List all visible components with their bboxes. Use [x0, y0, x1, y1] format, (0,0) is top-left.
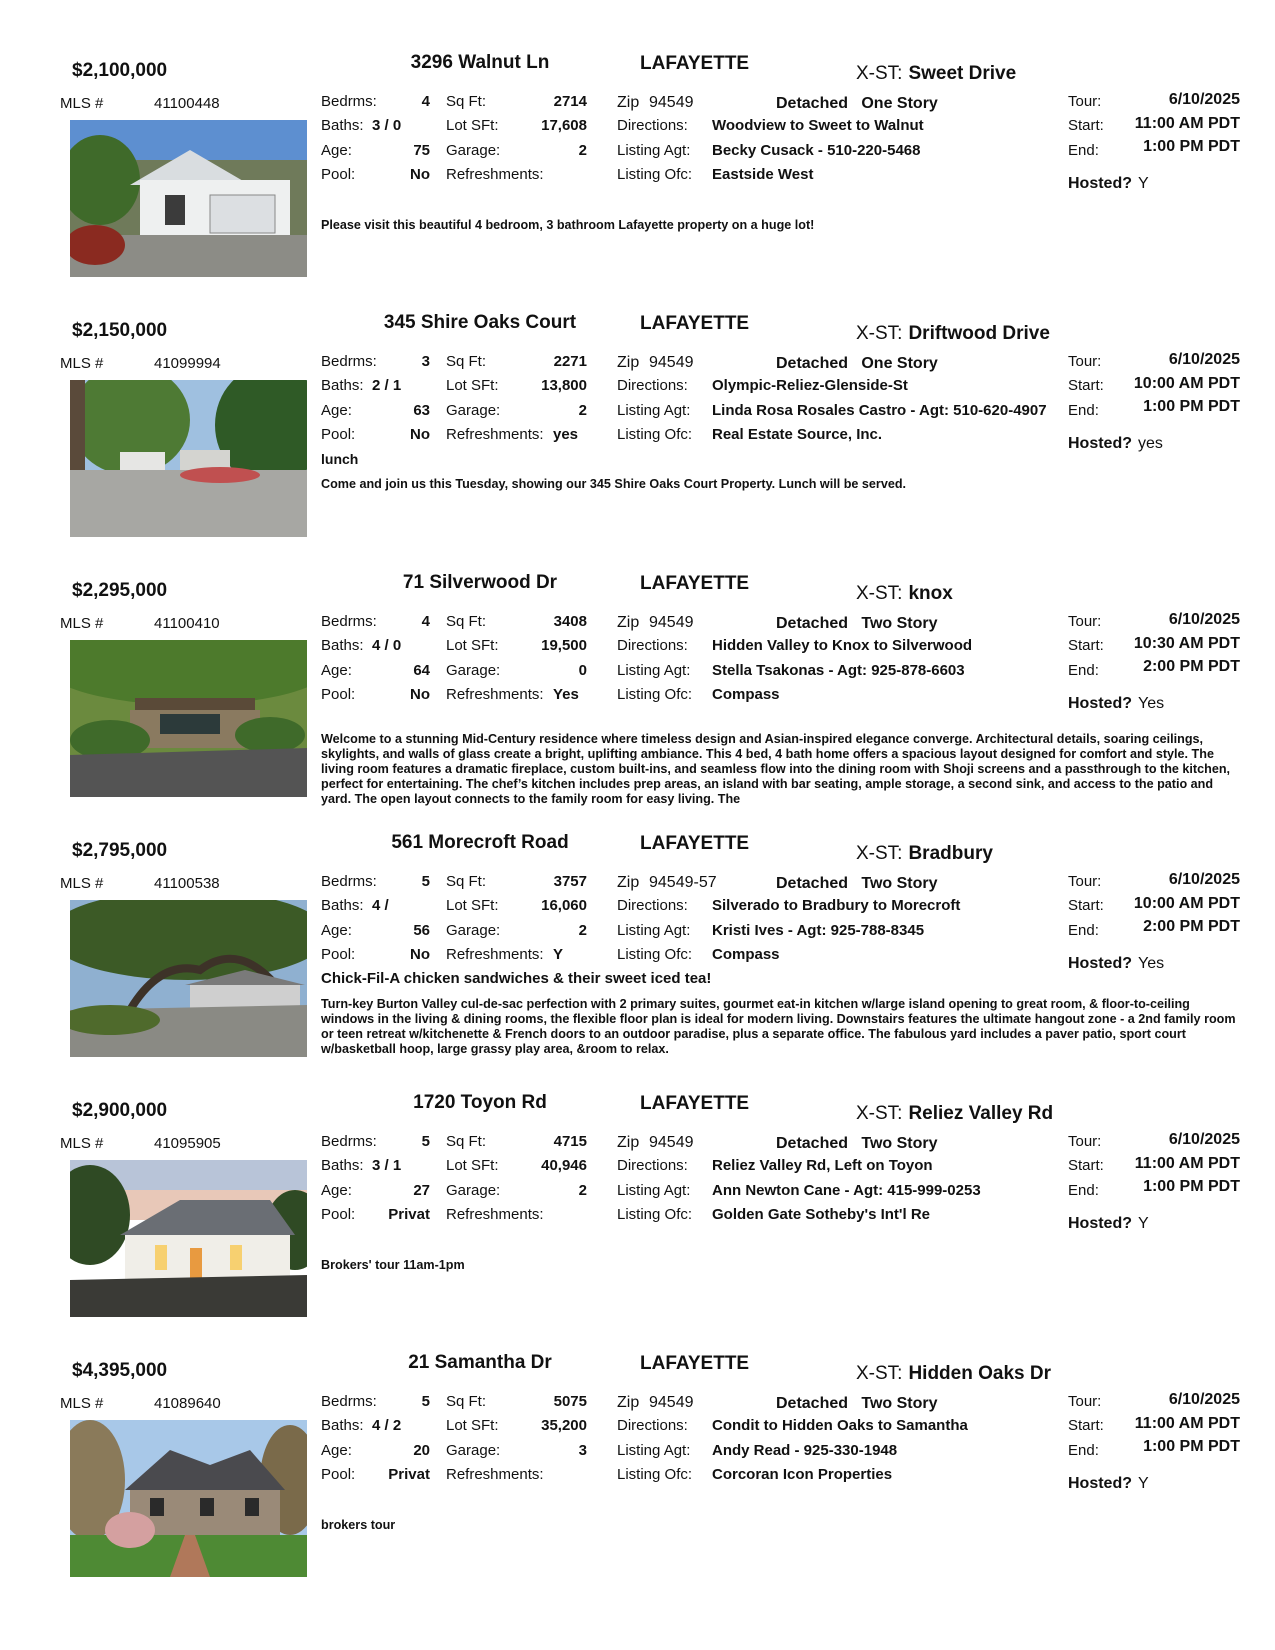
age-label: Age: [321, 142, 352, 159]
pool-label: Pool: [321, 166, 356, 183]
directions-label: Directions: [617, 117, 688, 134]
bedrooms-label: Bedrms: [321, 873, 377, 890]
hosted [1068, 1215, 1149, 1233]
baths-label: Baths: [321, 377, 364, 394]
sqft-label: Sq Ft: [446, 1393, 487, 1410]
zip-label: Zip [617, 1134, 640, 1151]
garage-value: 3 [578, 1442, 587, 1459]
mls-label: MLS # [60, 615, 104, 632]
listing-card [0, 50, 1275, 300]
listing-address: 3296 Walnut Ln [410, 52, 550, 73]
pool-label: Pool: [321, 426, 356, 443]
end-time: 2:00 PM PDT [1143, 658, 1240, 675]
property-photo [70, 380, 307, 537]
lot-sqft-value: 40,946 [541, 1157, 587, 1174]
listing-agent-value: Kristi Ives - Agt: 925-788-8345 [712, 922, 925, 939]
listing-card [0, 1350, 1275, 1600]
cross-street-label: X-ST: [856, 1363, 903, 1384]
hosted-value: yes [1138, 435, 1163, 452]
mls-number: 41100410 [154, 615, 220, 632]
listing-office-label: Listing Ofc: [617, 1206, 693, 1223]
zip-value: 94549 [649, 614, 694, 631]
hosted-label: Hosted? [1068, 695, 1132, 712]
listing-remarks: brokers tour [321, 1518, 396, 1532]
tour-date: 6/10/2025 [1168, 611, 1240, 628]
pool-value: No [410, 426, 430, 443]
age-label: Age: [321, 402, 352, 419]
age-value: 56 [413, 922, 430, 939]
zip-value: 94549 [649, 94, 694, 111]
cross-street [856, 63, 1016, 85]
sqft-value: 5075 [553, 1393, 587, 1410]
listing-agent-value: Linda Rosa Rosales Castro - Agt: 510-620-4907 [712, 402, 1047, 419]
refreshments-label: Refreshments: [446, 1206, 544, 1223]
mls-number: 41100448 [154, 95, 220, 112]
zip-label: Zip [617, 614, 640, 631]
age-value: 27 [413, 1182, 430, 1199]
mls-label: MLS # [60, 1395, 104, 1412]
cross-street-label: X-ST: [856, 843, 903, 864]
bedrooms-label: Bedrms: [321, 353, 377, 370]
hosted [1068, 695, 1164, 713]
baths-label: Baths: [321, 637, 364, 654]
listing-agent-label: Listing Agt: [617, 1182, 691, 1199]
listing-agent-label: Listing Agt: [617, 142, 691, 159]
tour-label: Tour: [1068, 353, 1102, 370]
sqft-value: 3757 [553, 873, 587, 890]
cross-street [856, 1103, 1053, 1125]
listing-agent-label: Listing Agt: [617, 402, 691, 419]
bedrooms-value: 4 [421, 613, 430, 630]
bedrooms-value: 4 [421, 93, 430, 110]
listing-price: $4,395,000 [72, 1360, 168, 1381]
start-time: 11:00 AM PDT [1134, 1155, 1240, 1172]
lot-sqft-label: Lot SFt: [446, 377, 499, 394]
baths-label: Baths: [321, 117, 364, 134]
cross-street [856, 323, 1050, 345]
cross-street-value: knox [908, 583, 953, 604]
property-photo [70, 1160, 307, 1317]
listing-agent-label: Listing Agt: [617, 922, 691, 939]
baths-value: 3 / 1 [372, 1157, 402, 1174]
end-label: End: [1068, 922, 1099, 939]
sqft-value: 2714 [553, 93, 587, 110]
baths-value: 4 / 2 [372, 1417, 402, 1434]
listing-office-label: Listing Ofc: [617, 946, 693, 963]
listing-office-label: Listing Ofc: [617, 1466, 693, 1483]
end-label: End: [1068, 1442, 1099, 1459]
pool-value: No [410, 166, 430, 183]
refreshments-label: Refreshments: [446, 946, 544, 963]
end-time: 1:00 PM PDT [1143, 138, 1240, 155]
lot-sqft-value: 19,500 [541, 637, 587, 654]
bedrooms-label: Bedrms: [321, 93, 377, 110]
end-time: 2:00 PM PDT [1143, 918, 1240, 935]
lot-sqft-label: Lot SFt: [446, 637, 499, 654]
garage-label: Garage: [446, 402, 501, 419]
listing-city: LAFAYETTE [640, 833, 750, 854]
end-label: End: [1068, 142, 1099, 159]
listing-city: LAFAYETTE [640, 53, 750, 74]
refreshments-value: Yes [553, 686, 579, 703]
tour-date: 6/10/2025 [1168, 91, 1240, 108]
age-value: 20 [413, 1442, 430, 1459]
property-photo [70, 900, 307, 1057]
garage-label: Garage: [446, 142, 501, 159]
cross-street-label: X-ST: [856, 583, 903, 604]
lot-sqft-value: 35,200 [541, 1417, 587, 1434]
sqft-label: Sq Ft: [446, 873, 487, 890]
start-time: 10:00 AM PDT [1133, 895, 1240, 912]
refreshments-label: Refreshments: [446, 686, 544, 703]
mls-number: 41100538 [154, 875, 220, 892]
listing-card [0, 1090, 1275, 1340]
listing-address: 345 Shire Oaks Court [383, 312, 577, 333]
directions-value: Olympic-Reliez-Glenside-St [712, 377, 908, 394]
directions-label: Directions: [617, 897, 688, 914]
age-label: Age: [321, 922, 352, 939]
listing-price: $2,100,000 [72, 60, 168, 81]
lot-sqft-label: Lot SFt: [446, 1417, 499, 1434]
start-time: 11:00 AM PDT [1134, 115, 1240, 132]
zip-label: Zip [617, 1394, 640, 1411]
cross-street-label: X-ST: [856, 63, 903, 84]
mls-number: 41089640 [154, 1395, 221, 1412]
tour-label: Tour: [1068, 93, 1102, 110]
bedrooms-label: Bedrms: [321, 1133, 377, 1150]
pool-value: Privat [388, 1466, 430, 1483]
listing-price: $2,150,000 [72, 320, 168, 341]
listing-agent-value: Becky Cusack - 510-220-5468 [712, 142, 921, 159]
garage-label: Garage: [446, 662, 501, 679]
listing-card [0, 570, 1275, 820]
mls-label: MLS # [60, 95, 104, 112]
property-type: Detached One Story [776, 95, 938, 112]
lot-sqft-label: Lot SFt: [446, 117, 499, 134]
cross-street [856, 583, 953, 605]
listing-office-label: Listing Ofc: [617, 426, 693, 443]
baths-label: Baths: [321, 1157, 364, 1174]
listing-price: $2,795,000 [72, 840, 168, 861]
hosted-value: Y [1138, 1215, 1149, 1232]
cross-street-value: Reliez Valley Rd [908, 1103, 1054, 1124]
mls-label: MLS # [60, 875, 104, 892]
garage-value: 2 [578, 922, 587, 939]
zip-value: 94549 [649, 1394, 694, 1411]
cross-street-label: X-ST: [856, 323, 903, 344]
listing-office-label: Listing Ofc: [617, 166, 693, 183]
listing-agent-label: Listing Agt: [617, 662, 691, 679]
hosted-label: Hosted? [1068, 1215, 1132, 1232]
end-label: End: [1068, 1182, 1099, 1199]
garage-label: Garage: [446, 1442, 501, 1459]
hosted [1068, 1475, 1149, 1493]
garage-value: 0 [578, 662, 587, 679]
listing-address: 1720 Toyon Rd [413, 1092, 547, 1113]
listing-city: LAFAYETTE [640, 1093, 750, 1114]
mls-number: 41099994 [154, 355, 221, 372]
listing-office-value: Golden Gate Sotheby's Int'l Re [712, 1206, 930, 1223]
property-photo [70, 1420, 307, 1577]
sqft-value: 2271 [553, 353, 587, 370]
lot-sqft-value: 17,608 [541, 117, 587, 134]
baths-value: 4 / 0 [372, 637, 402, 654]
tour-label: Tour: [1068, 873, 1102, 890]
refreshments-note: Chick-Fil-A chicken sandwiches & their sweet iced tea! [321, 970, 712, 987]
age-label: Age: [321, 662, 352, 679]
bedrooms-value: 5 [421, 1393, 430, 1410]
listing-city: LAFAYETTE [640, 1353, 750, 1374]
tour-date: 6/10/2025 [1168, 1131, 1240, 1148]
start-time: 11:00 AM PDT [1134, 1415, 1240, 1432]
listing-remarks: Please visit this beautiful 4 bedroom, 3 bathroom Lafayette property on a huge lot! [321, 218, 815, 232]
directions-value: Hidden Valley to Knox to Silverwood [712, 637, 973, 654]
cross-street [856, 843, 993, 865]
property-type: Detached Two Story [776, 1395, 938, 1412]
age-label: Age: [321, 1442, 352, 1459]
tour-label: Tour: [1068, 1133, 1102, 1150]
zip-label: Zip [617, 94, 640, 111]
refreshments-label: Refreshments: [446, 1466, 544, 1483]
property-photo [70, 120, 307, 277]
garage-value: 2 [578, 142, 587, 159]
sqft-label: Sq Ft: [446, 353, 487, 370]
directions-label: Directions: [617, 637, 688, 654]
listing-remarks: Come and join us this Tuesday, showing our 345 Shire Oaks Court Property. Lunch will be served. [321, 477, 907, 491]
refreshments-value: yes [553, 426, 579, 443]
mls-label: MLS # [60, 355, 104, 372]
garage-value: 2 [578, 402, 587, 419]
age-value: 64 [413, 662, 430, 679]
hosted-value: Yes [1138, 955, 1165, 972]
sqft-value: 4715 [553, 1133, 587, 1150]
hosted-value: Yes [1138, 695, 1165, 712]
tour-date: 6/10/2025 [1168, 351, 1240, 368]
lot-sqft-value: 16,060 [541, 897, 587, 914]
bedrooms-value: 3 [421, 353, 430, 370]
directions-label: Directions: [617, 1417, 688, 1434]
baths-label: Baths: [321, 1417, 364, 1434]
end-label: End: [1068, 402, 1099, 419]
pool-value: No [410, 946, 430, 963]
property-type: Detached Two Story [776, 615, 938, 632]
hosted [1068, 175, 1149, 193]
listing-agent-label: Listing Agt: [617, 1442, 691, 1459]
hosted-value: Y [1138, 1475, 1149, 1492]
listing-address: 71 Silverwood Dr [402, 572, 558, 593]
cross-street-label: X-ST: [856, 1103, 903, 1124]
listing-office-value: Corcoran Icon Properties [712, 1466, 893, 1483]
directions-label: Directions: [617, 1157, 688, 1174]
directions-label: Directions: [617, 377, 688, 394]
start-time: 10:00 AM PDT [1133, 375, 1240, 392]
listing-office-value: Compass [712, 686, 780, 703]
bedrooms-label: Bedrms: [321, 1393, 377, 1410]
tour-label: Tour: [1068, 613, 1102, 630]
age-value: 63 [413, 402, 430, 419]
baths-label: Baths: [321, 897, 364, 914]
start-time: 10:30 AM PDT [1133, 635, 1240, 652]
end-time: 1:00 PM PDT [1143, 398, 1240, 415]
directions-value: Reliez Valley Rd, Left on Toyon [712, 1157, 933, 1174]
hosted-label: Hosted? [1068, 1475, 1132, 1492]
refreshments-label: Refreshments: [446, 166, 544, 183]
start-label: Start: [1068, 1417, 1104, 1434]
listing-office-value: Real Estate Source, Inc. [712, 426, 883, 443]
tour-date: 6/10/2025 [1168, 871, 1240, 888]
listing-city: LAFAYETTE [640, 573, 750, 594]
directions-value: Silverado to Bradbury to Morecroft [712, 897, 961, 914]
baths-value: 2 / 1 [372, 377, 402, 394]
property-type: Detached One Story [776, 355, 938, 372]
zip-label: Zip [617, 354, 640, 371]
property-photo [70, 640, 307, 797]
garage-label: Garage: [446, 922, 501, 939]
garage-value: 2 [578, 1182, 587, 1199]
listing-remarks: Welcome to a stunning Mid-Century residence where timeless design and Asian-inspired elegance converge. Architectural details, soaring ceilings, skylights, and walls of glass create a bright, uplifting ambiance. This 4 bed, 4 bath home offers a spacious layout designed for comfort and style. The living room features a dramatic fireplace, custom built-ins, and seamless flow into the dining room with Shoji screens and a passthrough to the kitchen, perfect for entertaining. The chef’s kitchen includes prep areas, an island with bar seating, ample storage, a second sink, and access to the patio and yard. The open layout connects to the family room for easy living. The [321, 732, 1231, 806]
listing-remarks: Brokers' tour 11am-1pm [321, 1258, 465, 1272]
pool-label: Pool: [321, 686, 356, 703]
baths-value: 3 / 0 [372, 117, 402, 134]
cross-street-value: Sweet Drive [908, 63, 1017, 84]
pool-value: Privat [388, 1206, 430, 1223]
directions-value: Woodview to Sweet to Walnut [712, 117, 924, 134]
lot-sqft-label: Lot SFt: [446, 897, 499, 914]
start-label: Start: [1068, 117, 1104, 134]
listing-agent-value: Stella Tsakonas - Agt: 925-878-6603 [712, 662, 965, 679]
age-label: Age: [321, 1182, 352, 1199]
start-label: Start: [1068, 1157, 1104, 1174]
refreshments-note: lunch [321, 451, 359, 467]
cross-street-value: Hidden Oaks Dr [908, 1363, 1051, 1384]
zip-label: Zip [617, 874, 640, 891]
property-type: Detached Two Story [776, 875, 938, 892]
end-time: 1:00 PM PDT [1143, 1178, 1240, 1195]
cross-street-value: Bradbury [908, 843, 993, 864]
listing-agent-value: Andy Read - 925-330-1948 [712, 1442, 898, 1459]
mls-number: 41095905 [154, 1135, 221, 1152]
hosted-label: Hosted? [1068, 435, 1132, 452]
listing-office-label: Listing Ofc: [617, 686, 693, 703]
listing-office-value: Compass [712, 946, 780, 963]
sqft-value: 3408 [553, 613, 587, 630]
lot-sqft-value: 13,800 [541, 377, 587, 394]
bedrooms-label: Bedrms: [321, 613, 377, 630]
mls-label: MLS # [60, 1135, 104, 1152]
pool-value: No [410, 686, 430, 703]
zip-value: 94549 [649, 354, 694, 371]
start-label: Start: [1068, 637, 1104, 654]
start-label: Start: [1068, 377, 1104, 394]
cross-street [856, 1363, 1051, 1385]
hosted-label: Hosted? [1068, 955, 1132, 972]
listing-price: $2,900,000 [72, 1100, 168, 1121]
sqft-label: Sq Ft: [446, 613, 487, 630]
property-type: Detached Two Story [776, 1135, 938, 1152]
bedrooms-value: 5 [421, 873, 430, 890]
listing-address: 21 Samantha Dr [408, 1352, 552, 1373]
end-label: End: [1068, 662, 1099, 679]
bedrooms-value: 5 [421, 1133, 430, 1150]
refreshments-label: Refreshments: [446, 426, 544, 443]
listing-remarks: Turn-key Burton Valley cul-de-sac perfection with 2 primary suites, gourmet eat-in kitchen w/large island opening to great room, & floor-to-ceiling windows in the living & dining rooms, the flexible floor plan is ideal for modern living. Downstairs features the ultimate hangout zone - a 2nd family room or teen retreat w/kitchenette & French doors to an outdoor paradise, plus a separate office. The fabulous yard includes a paver patio, sport court w/basketball hoop, large grassy play area, &room to relax. [321, 997, 1236, 1056]
start-label: Start: [1068, 897, 1104, 914]
listing-card [0, 830, 1275, 1080]
cross-street-value: Driftwood Drive [908, 323, 1050, 344]
age-value: 75 [413, 142, 430, 159]
zip-value: 94549 [649, 1134, 694, 1151]
hosted-label: Hosted? [1068, 175, 1132, 192]
listing-city: LAFAYETTE [640, 313, 750, 334]
listing-agent-value: Ann Newton Cane - Agt: 415-999-0253 [712, 1182, 981, 1199]
listing-price: $2,295,000 [72, 580, 168, 601]
baths-value: 4 / [372, 897, 389, 914]
pool-label: Pool: [321, 1206, 356, 1223]
garage-label: Garage: [446, 1182, 501, 1199]
listing-address: 561 Morecroft Road [391, 832, 569, 853]
sqft-label: Sq Ft: [446, 1133, 487, 1150]
hosted [1068, 955, 1164, 973]
listing-office-value: Eastside West [712, 166, 814, 183]
hosted [1068, 435, 1163, 453]
lot-sqft-label: Lot SFt: [446, 1157, 499, 1174]
tour-date: 6/10/2025 [1168, 1391, 1240, 1408]
pool-label: Pool: [321, 1466, 356, 1483]
sqft-label: Sq Ft: [446, 93, 487, 110]
listing-card [0, 310, 1275, 560]
tour-label: Tour: [1068, 1393, 1102, 1410]
directions-value: Condit to Hidden Oaks to Samantha [712, 1417, 968, 1434]
zip-value: 94549-57 [649, 874, 717, 891]
hosted-value: Y [1138, 175, 1149, 192]
end-time: 1:00 PM PDT [1143, 1438, 1240, 1455]
refreshments-value: Y [553, 946, 564, 963]
pool-label: Pool: [321, 946, 356, 963]
